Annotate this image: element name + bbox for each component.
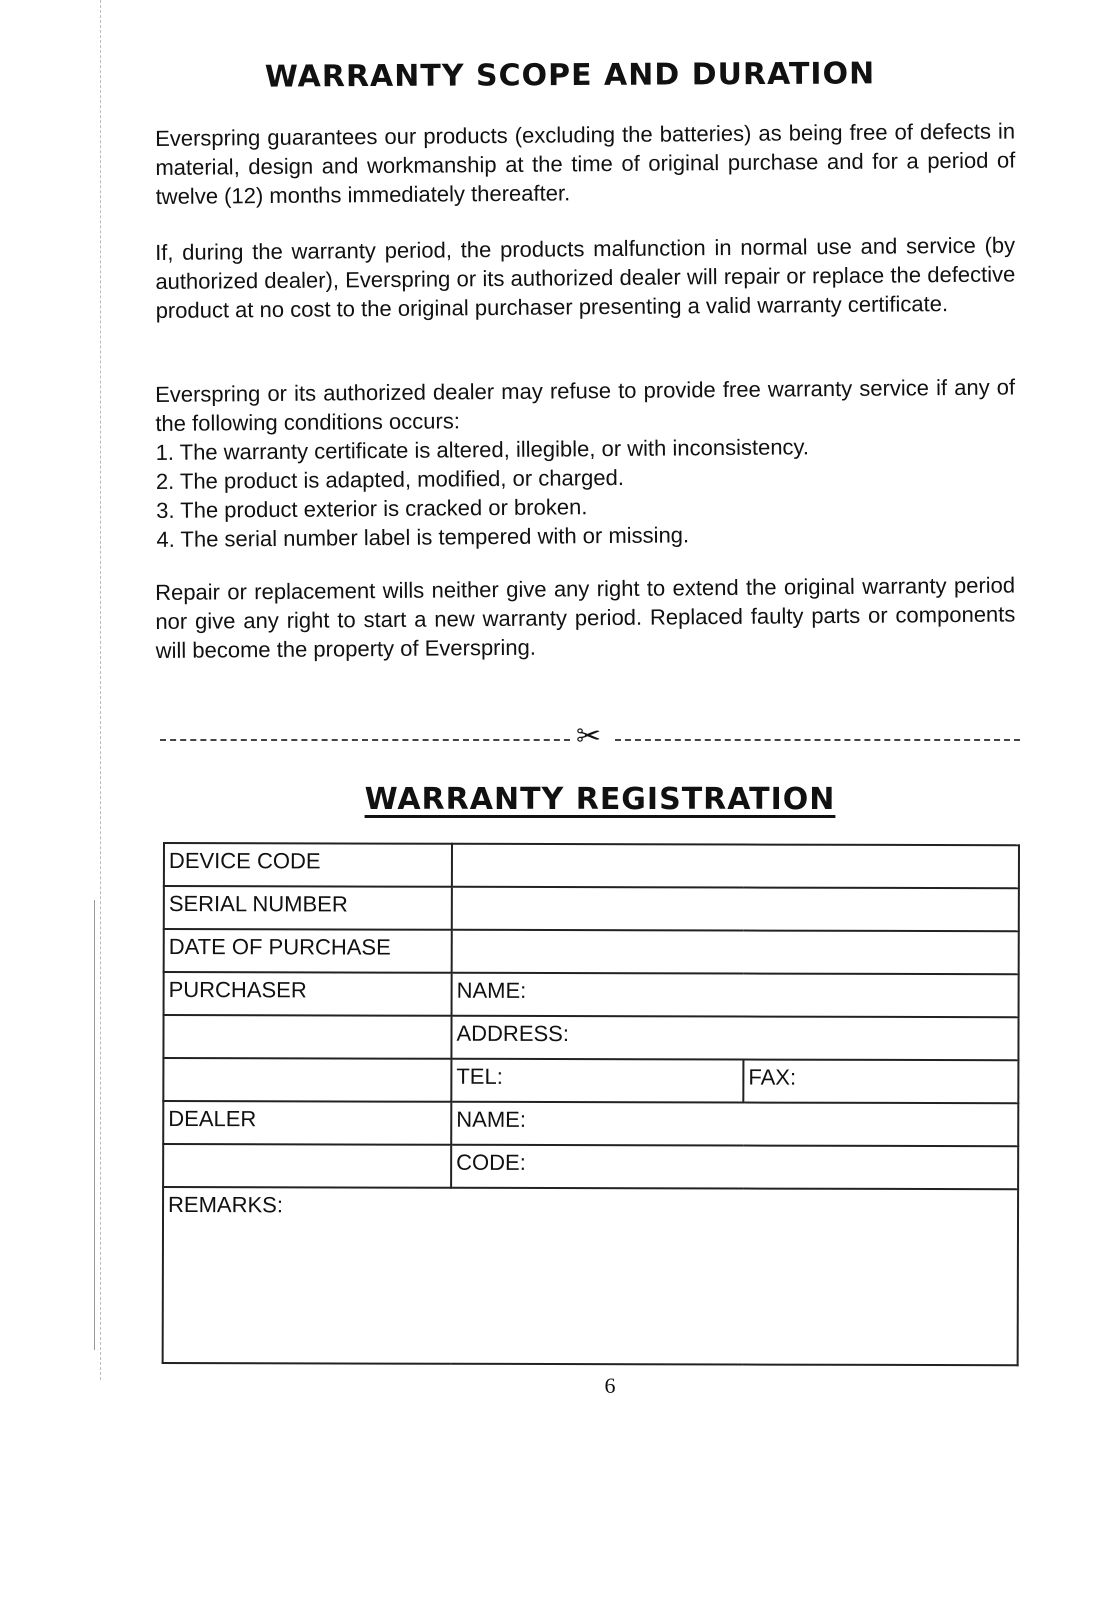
condition-item: 2. The product is adapted, modified, or charged.	[155, 464, 624, 494]
purchaser-address-field[interactable]: ADDRESS:	[451, 1016, 1018, 1060]
serial-number-field[interactable]	[452, 887, 1019, 931]
warranty-conditions-list	[156, 430, 1017, 554]
warranty-paragraph-guarantee: Everspring guarantees our products (excluding the batteries) as being free of defects in material, design and workmanship at the time of original purchase and for a period of twelve (12) months immediately thereafter.	[155, 118, 1016, 209]
cut-dash-right	[615, 739, 1020, 741]
purchaser-fax-field[interactable]: FAX:	[743, 1060, 1018, 1104]
purchaser-tel-field[interactable]: TEL:	[451, 1059, 743, 1103]
serial-number-row	[164, 886, 1019, 931]
page-number: 6	[604, 1373, 616, 1398]
date-of-purchase-label: DATE OF PURCHASE	[164, 929, 452, 973]
serial-number-label: SERIAL NUMBER	[164, 886, 452, 930]
warranty-refusal-intro: Everspring or its authorized dealer may refuse to provide free warranty service if any of the following conditions occurs:	[155, 374, 1016, 436]
date-of-purchase-field[interactable]	[452, 930, 1019, 974]
dealer-label: DEALER	[163, 1101, 451, 1145]
warranty-scope-title: WARRANTY SCOPE AND DURATION	[264, 56, 876, 95]
purchaser-address-row	[163, 1015, 1018, 1060]
dealer-name-row	[163, 1101, 1018, 1146]
warranty-refusal-section	[155, 372, 1016, 553]
dealer-name-field[interactable]: NAME:	[451, 1102, 1018, 1146]
binding-edge-line-lower	[94, 900, 96, 1350]
dealer-code-row	[163, 1144, 1018, 1189]
warranty-registration-form	[162, 842, 1020, 1366]
condition-item: 1. The warranty certificate is altered, illegible, or with inconsistency.	[155, 434, 810, 465]
purchaser-name-row	[164, 972, 1019, 1017]
condition-item: 3. The product exterior is cracked or broken.	[156, 494, 588, 523]
warranty-paragraph-replacement: Repair or replacement wills neither give any right to extend the original warranty period nor give any right to start a new warranty period. Replaced faulty parts or components will become the property of Everspring.	[155, 572, 1016, 663]
dealer-code-field[interactable]: CODE:	[451, 1145, 1018, 1189]
cut-here-line	[160, 720, 1020, 753]
binding-edge-line	[100, 0, 102, 1380]
purchaser-address-spacer	[163, 1015, 451, 1059]
device-code-row	[164, 843, 1019, 888]
cut-dash-left	[160, 739, 570, 741]
remarks-row	[163, 1187, 1018, 1365]
purchaser-label: PURCHASER	[164, 972, 452, 1016]
date-of-purchase-row	[164, 929, 1019, 974]
device-code-label: DEVICE CODE	[164, 843, 452, 887]
scissors-icon: ✂	[576, 720, 602, 753]
remarks-field[interactable]: REMARKS:	[163, 1187, 1018, 1365]
device-code-field[interactable]	[452, 844, 1019, 888]
purchaser-contact-spacer	[163, 1058, 451, 1102]
warranty-paragraph-malfunction: If, during the warranty period, the products malfunction in normal use and service (by authorized dealer), Everspring or its authorized dealer will repair or replace the defective product at no cost to the original purchaser presenting a valid warranty certificate.	[155, 232, 1016, 323]
purchaser-name-field[interactable]: NAME:	[452, 973, 1019, 1017]
purchaser-contact-row	[163, 1058, 1018, 1103]
dealer-code-spacer	[163, 1144, 451, 1188]
condition-item: 4. The serial number label is tempered with or missing.	[156, 522, 690, 552]
warranty-registration-title: WARRANTY REGISTRATION	[364, 782, 836, 817]
